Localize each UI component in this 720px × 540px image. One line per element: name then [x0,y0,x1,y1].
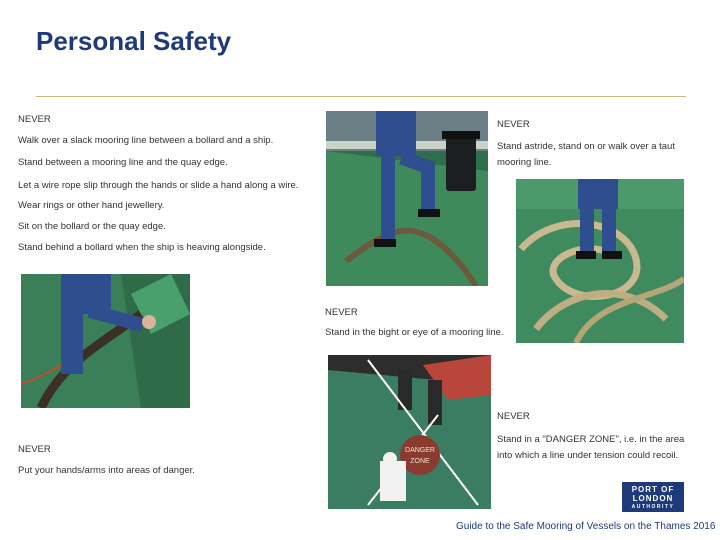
rule-line-2: Stand between a mooring line and the quay edge. [18,157,228,168]
port-of-london-logo [622,482,684,512]
taut-line-text-2: mooring line. [497,157,552,168]
never-heading-middle: NEVER [325,307,358,318]
photo-hands-in-fairlead [21,274,190,408]
rule-line-5: Sit on the bollard or the quay edge. [18,221,166,232]
danger-zone-text-1: Stand in a "DANGER ZONE", i.e. in the area [497,434,685,445]
never-heading-right-top: NEVER [497,119,530,130]
rule-line-6: Stand behind a bollard when the ship is heaving alongside. [18,242,266,253]
never-heading-left: NEVER [18,114,51,125]
rule-line-3: Let a wire rope slip through the hands or slide a hand along a wire. [18,180,299,191]
logo-text-authority: AUTHORITY [631,504,675,510]
danger-zone-badge-text-1: DANGER [405,447,435,454]
danger-zone-text-2: into which a line under tension could recoil. [497,450,679,461]
photo-rope-on-deck [516,179,684,343]
title-divider [36,96,686,97]
page-title: Personal Safety [36,26,232,56]
photo-danger-zone [328,355,491,509]
rule-line-1: Walk over a slack mooring line between a bollard and a ship. [18,135,274,146]
never-heading-right-bottom: NEVER [497,411,530,422]
never-heading-bottom-left: NEVER [18,444,51,455]
footer-caption: Guide to the Safe Mooring of Vessels on the Thames 2016 [456,521,716,532]
hands-danger-text: Put your hands/arms into areas of danger. [18,465,195,476]
bight-text: Stand in the bight or eye of a mooring line. [325,327,504,338]
logo-text-london: LONDON [632,494,674,503]
rule-line-4: Wear rings or other hand jewellery. [18,200,165,211]
danger-zone-badge-text-2: ZONE [410,458,430,465]
logo-text-port-of: PORT OF [631,485,675,494]
photo-man-on-bollard [326,111,488,286]
taut-line-text-1: Stand astride, stand on or walk over a taut [497,141,675,152]
